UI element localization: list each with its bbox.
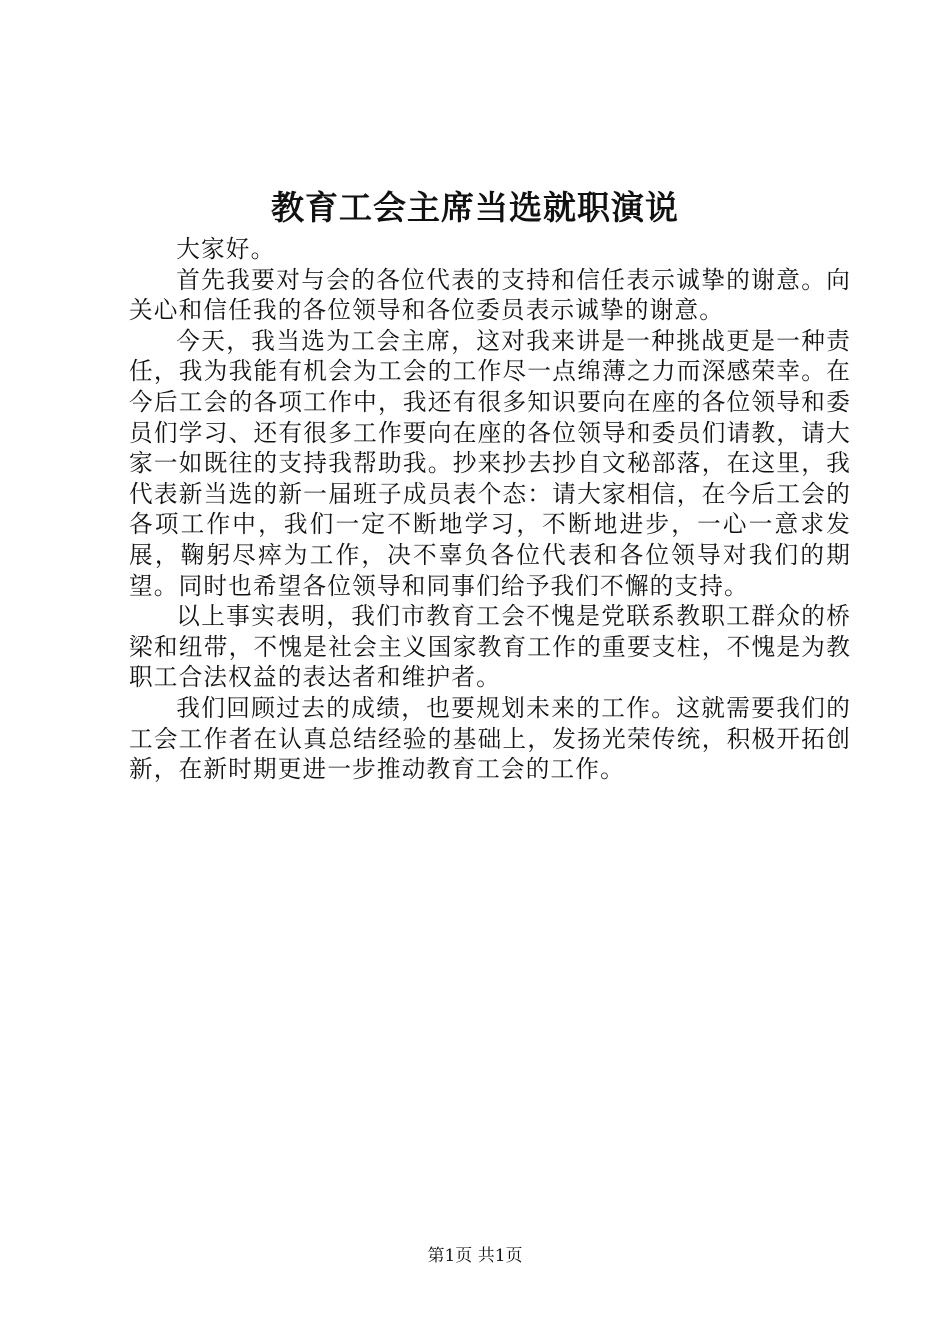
paragraph-commitment: 今天，我当选为工会主席，这对我来讲是一种挑战更是一种责任，我为我能有机会为工会的工作尽一点绵薄之力而深感荣幸。在今后工会的各项工作中，我还有很多知识要向在座的各位领导和委员们学习、还有很多工作要向在座的各位领导和委员们请教，请大家一如既往的支持我帮助我。抄来抄去抄自文秘部落，在这里，我代表新当选的新一届班子成员表个态：请大家相信，在今后工会的各项工作中，我们一定不断地学习，不断地进步，一心一意求发展，鞠躬尽瘁为工作，决不辜负各位代表和各位领导对我们的期望。同时也希望各位领导和同事们给予我们不懈的支持。 — [129, 326, 851, 600]
document-title: 教育工会主席当选就职演说 — [271, 188, 679, 227]
paragraph-greeting: 大家好。 — [176, 235, 276, 263]
page-footer: 第1页 共1页 — [427, 1246, 523, 1266]
paragraph-future: 我们回顾过去的成绩，也要规划未来的工作。这就需要我们的工会工作者在认真总结经验的基础上，发扬光荣传统，积极开拓创新，在新时期更进一步推动教育工会的工作。 — [129, 693, 851, 784]
document-body — [129, 234, 851, 785]
paragraph-union-role: 以上事实表明，我们市教育工会不愧是党联系教职工群众的桥梁和纽带，不愧是社会主义国家教育工作的重要支柱，不愧是为教职工合法权益的表达者和维护者。 — [129, 602, 851, 692]
paragraph-thanks: 首先我要对与会的各位代表的支持和信任表示诚挚的谢意。向关心和信任我的各位领导和各位委员表示诚挚的谢意。 — [129, 265, 851, 325]
